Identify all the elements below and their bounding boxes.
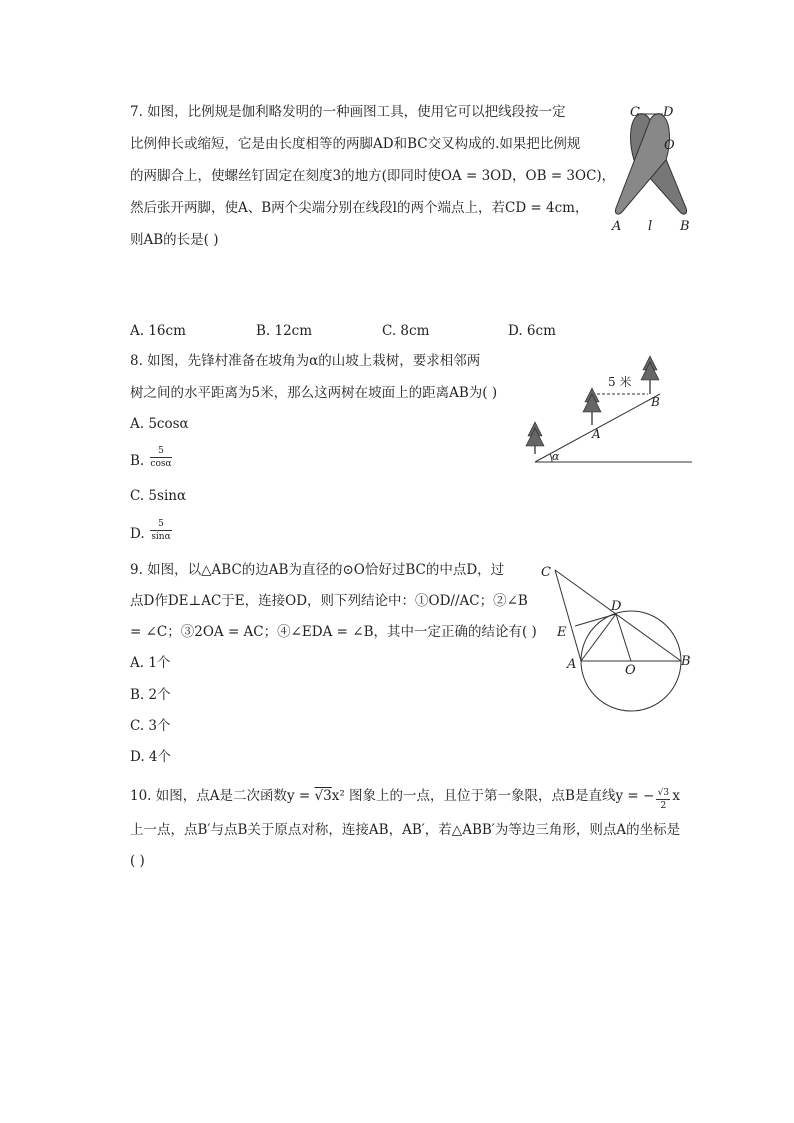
fraction-denominator: cosα — [150, 459, 172, 469]
tree-b-icon — [641, 356, 659, 394]
label-a: A — [567, 657, 577, 672]
fraction-bar — [656, 799, 670, 800]
label-c: C — [630, 105, 640, 120]
label-alpha: α — [552, 450, 560, 463]
label-d: D — [663, 105, 674, 120]
fraction-denominator: sinα — [151, 532, 171, 542]
q10-line-1-part-a: 10. 如图，点A是二次函数y = — [130, 788, 315, 804]
fraction-numerator: √3 — [657, 788, 670, 798]
label-c: C — [541, 565, 551, 580]
q10-line-1-part-c: x — [672, 788, 680, 804]
label-b: B — [680, 219, 690, 234]
label-e: E — [557, 625, 567, 640]
q8-option-b-fraction — [148, 446, 174, 469]
label-b: B — [681, 654, 691, 669]
q8-option-a[interactable]: A. 5cosα — [130, 416, 189, 432]
q10-line-1-part-b: x² 图象上的一点，且位于第一象限，点B是直线y = − — [331, 788, 655, 804]
q7-line-5: 则AB的长是( ) — [130, 232, 219, 248]
q8-line-2: 树之间的水平距离为5米，那么这两树在坡面上的距离AB为( ) — [130, 385, 498, 401]
label-o: O — [664, 138, 675, 153]
q7-option-a[interactable]: A. 16cm — [130, 323, 186, 339]
segment-cb — [555, 570, 681, 661]
q9-line-2: 点D作DE⊥AC于E，连接OD，则下列结论中：①OD//AC；②∠B — [130, 593, 528, 609]
q10-fraction — [654, 788, 672, 811]
q8-option-d-fraction — [148, 519, 174, 542]
hillside-trees-figure — [520, 350, 700, 470]
distance-label: 5 米 — [608, 375, 632, 389]
q8-option-d-prefix: D. — [130, 526, 145, 542]
label-d: D — [611, 599, 622, 614]
q10-line-1 — [130, 785, 680, 811]
q7-line-4: 然后张开两脚，使A、B两个尖端分别在线段l的两个端点上，若CD = 4cm， — [130, 200, 589, 216]
fraction-bar — [150, 530, 172, 531]
label-a: A — [612, 219, 622, 234]
label-b: B — [651, 395, 660, 409]
q9-line-1: 9. 如图，以△ABC的边AB为直径的⊙O恰好过BC的中点D，过 — [130, 562, 505, 578]
q7-option-b[interactable]: B. 12cm — [256, 323, 313, 339]
segment-od — [616, 614, 631, 661]
fraction-numerator: 5 — [158, 519, 164, 529]
fraction-numerator: 5 — [158, 446, 164, 456]
fraction-bar — [150, 457, 172, 458]
label-o: O — [625, 663, 636, 678]
q7-option-d[interactable]: D. 6cm — [508, 323, 556, 339]
q10-line-2: 上一点，点B′与点B关于原点对称，连接AB，AB′，若△ABB′为等边三角形，则点A的坐标是 — [130, 822, 681, 838]
segment-ca — [555, 570, 581, 661]
q9-option-b[interactable]: B. 2个 — [130, 687, 171, 703]
tree-left-icon — [526, 422, 544, 454]
segment-de — [575, 614, 616, 626]
q7-line-1: 7. 如图，比例规是伽利略发明的一种画图工具，使用它可以把线段按一定 — [130, 104, 566, 120]
label-l: l — [648, 219, 653, 234]
q9-option-a[interactable]: A. 1个 — [130, 655, 171, 671]
q8-option-b[interactable] — [130, 446, 190, 474]
q8-option-d[interactable] — [130, 519, 190, 547]
label-a: A — [592, 427, 601, 441]
q9-option-d[interactable]: D. 4个 — [130, 749, 172, 765]
fraction-denominator: 2 — [660, 801, 667, 811]
q8-line-1: 8. 如图，先锋村准备在坡角为α的山坡上栽树，要求相邻两 — [130, 353, 481, 369]
q10-line-3: ( ) — [130, 853, 145, 869]
q9-line-3: = ∠C；③2OA = AC；④∠EDA = ∠B，其中一定正确的结论有( ) — [130, 624, 537, 640]
q8-option-c[interactable]: C. 5sinα — [130, 488, 187, 504]
q7-option-c[interactable]: C. 8cm — [382, 323, 430, 339]
sqrt-three: √3 — [314, 788, 332, 804]
q7-line-3: 的两脚合上，使螺丝钉固定在刻度3的地方(即同时使OA = 3OD，OB = 3OC)， — [130, 168, 616, 184]
q9-option-c[interactable]: C. 3个 — [130, 718, 171, 734]
proportional-compass-figure — [600, 100, 720, 250]
q7-line-2: 比例伸长或缩短，它是由长度相等的两脚AD和BC交叉构成的.如果把比例规 — [130, 136, 581, 152]
segment-ad — [581, 614, 616, 661]
q8-option-b-prefix: B. — [130, 453, 145, 469]
circle-triangle-figure — [535, 560, 705, 710]
